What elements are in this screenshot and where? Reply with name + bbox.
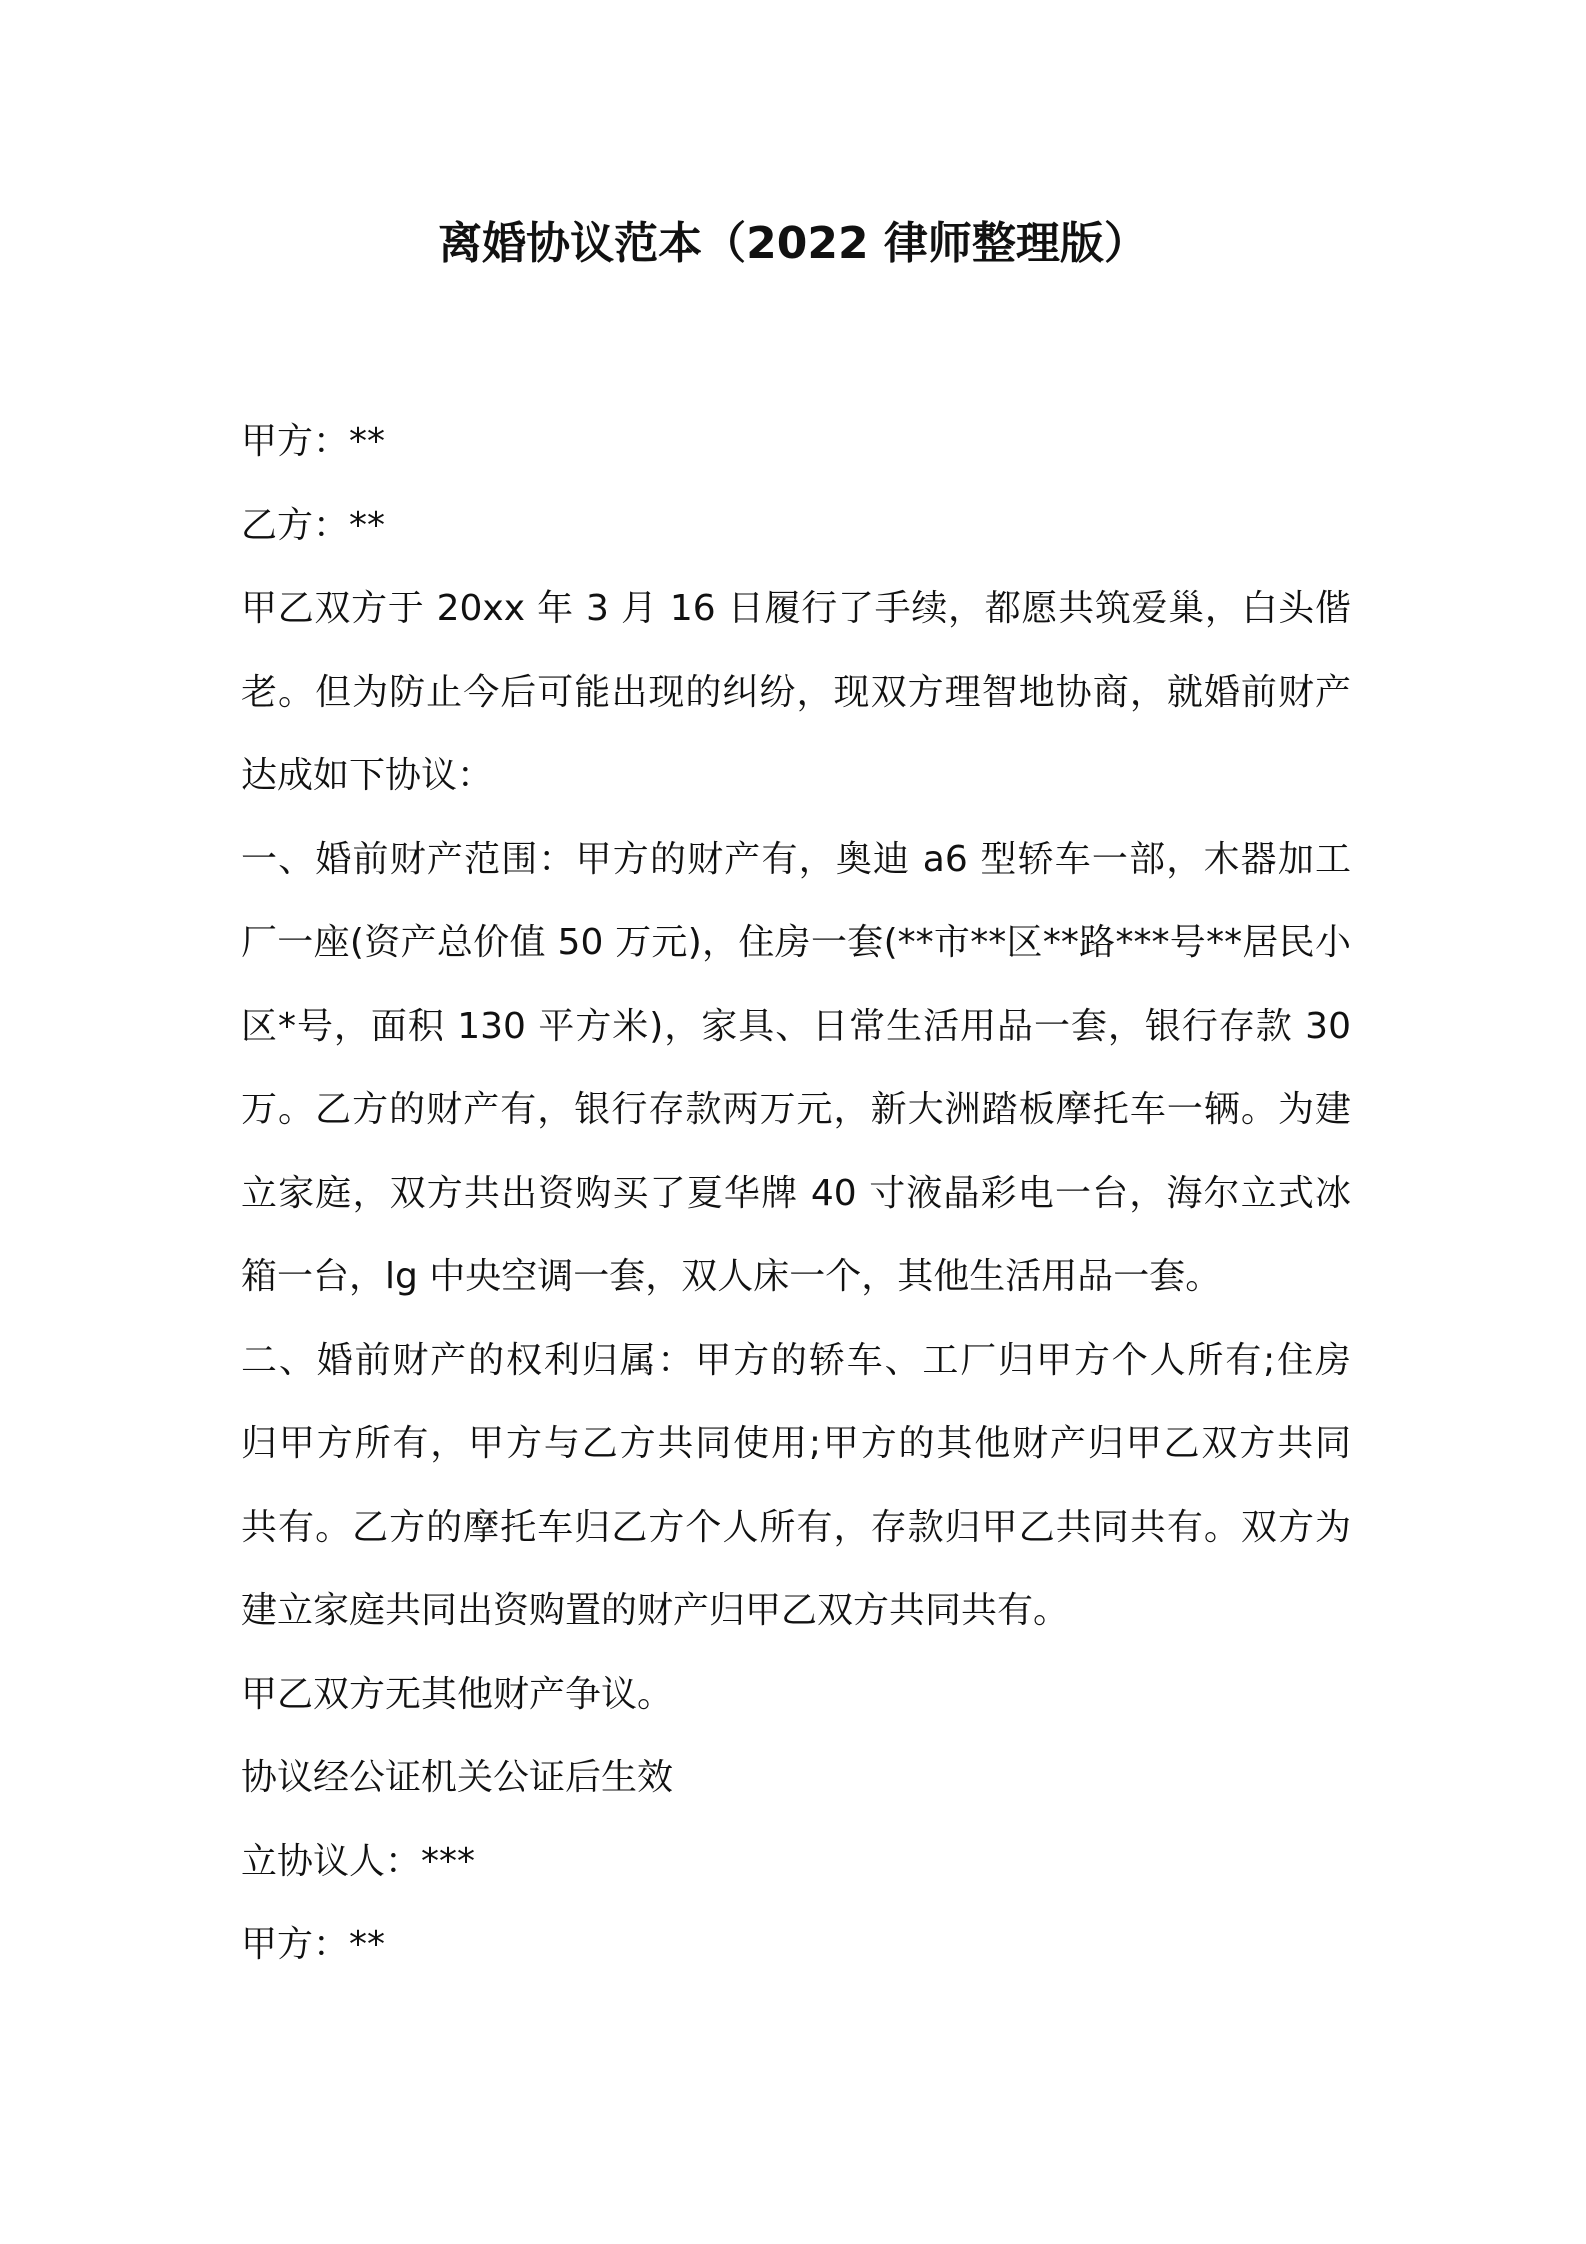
notarization-line: 协议经公证机关公证后生效 — [241, 1757, 674, 1798]
signatory-line: 立协议人：*** — [241, 1840, 476, 1882]
intro-paragraph-line: 老。但为防止今后可能出现的纠纷，现双方理智地协商，就婚前财产 — [241, 671, 1351, 713]
intro-paragraph-line: 甲乙双方于 20xx 年 3 月 16 日履行了手续，都愿共筑爱巢，白头偕 — [241, 588, 1351, 629]
clause-one-line: 立家庭，双方共出资购买了夏华牌 40 寸液晶彩电一台，海尔立式冰 — [241, 1172, 1351, 1214]
document-title: 离婚协议范本（2022 律师整理版） — [438, 218, 1148, 269]
party-a-signature-line: 甲方：** — [241, 1924, 386, 1965]
no-dispute-line: 甲乙双方无其他财产争议。 — [241, 1673, 674, 1715]
clause-one-line: 一、婚前财产范围：甲方的财产有，奥迪 a6 型轿车一部，木器加工 — [241, 838, 1351, 880]
document-body — [241, 400, 1351, 1987]
clause-one-line: 箱一台，lg 中央空调一套，双人床一个，其他生活用品一套。 — [241, 1256, 1222, 1297]
clause-one-line: 万。乙方的财产有，银行存款两万元，新大洲踏板摩托车一辆。为建 — [241, 1089, 1351, 1130]
party-b-line: 乙方：** — [241, 504, 386, 546]
clause-two-line: 共有。乙方的摩托车归乙方个人所有，存款归甲乙共同共有。双方为 — [241, 1506, 1351, 1548]
clause-one-line: 厂一座(资产总价值 50 万元)，住房一套(**市**区**路***号**居民小 — [241, 922, 1351, 963]
intro-paragraph-line: 达成如下协议： — [241, 755, 494, 796]
clause-two-line: 归甲方所有，甲方与乙方共同使用;甲方的其他财产归甲乙双方共同 — [241, 1423, 1351, 1464]
party-a-line: 甲方：** — [241, 421, 386, 462]
clause-two-line: 建立家庭共同出资购置的财产归甲乙双方共同共有。 — [241, 1590, 1070, 1631]
clause-two-line: 二、婚前财产的权利归属：甲方的轿车、工厂归甲方个人所有;住房 — [241, 1339, 1351, 1381]
clause-one-line: 区*号，面积 130 平方米)，家具、日常生活用品一套，银行存款 30 — [241, 1005, 1351, 1047]
